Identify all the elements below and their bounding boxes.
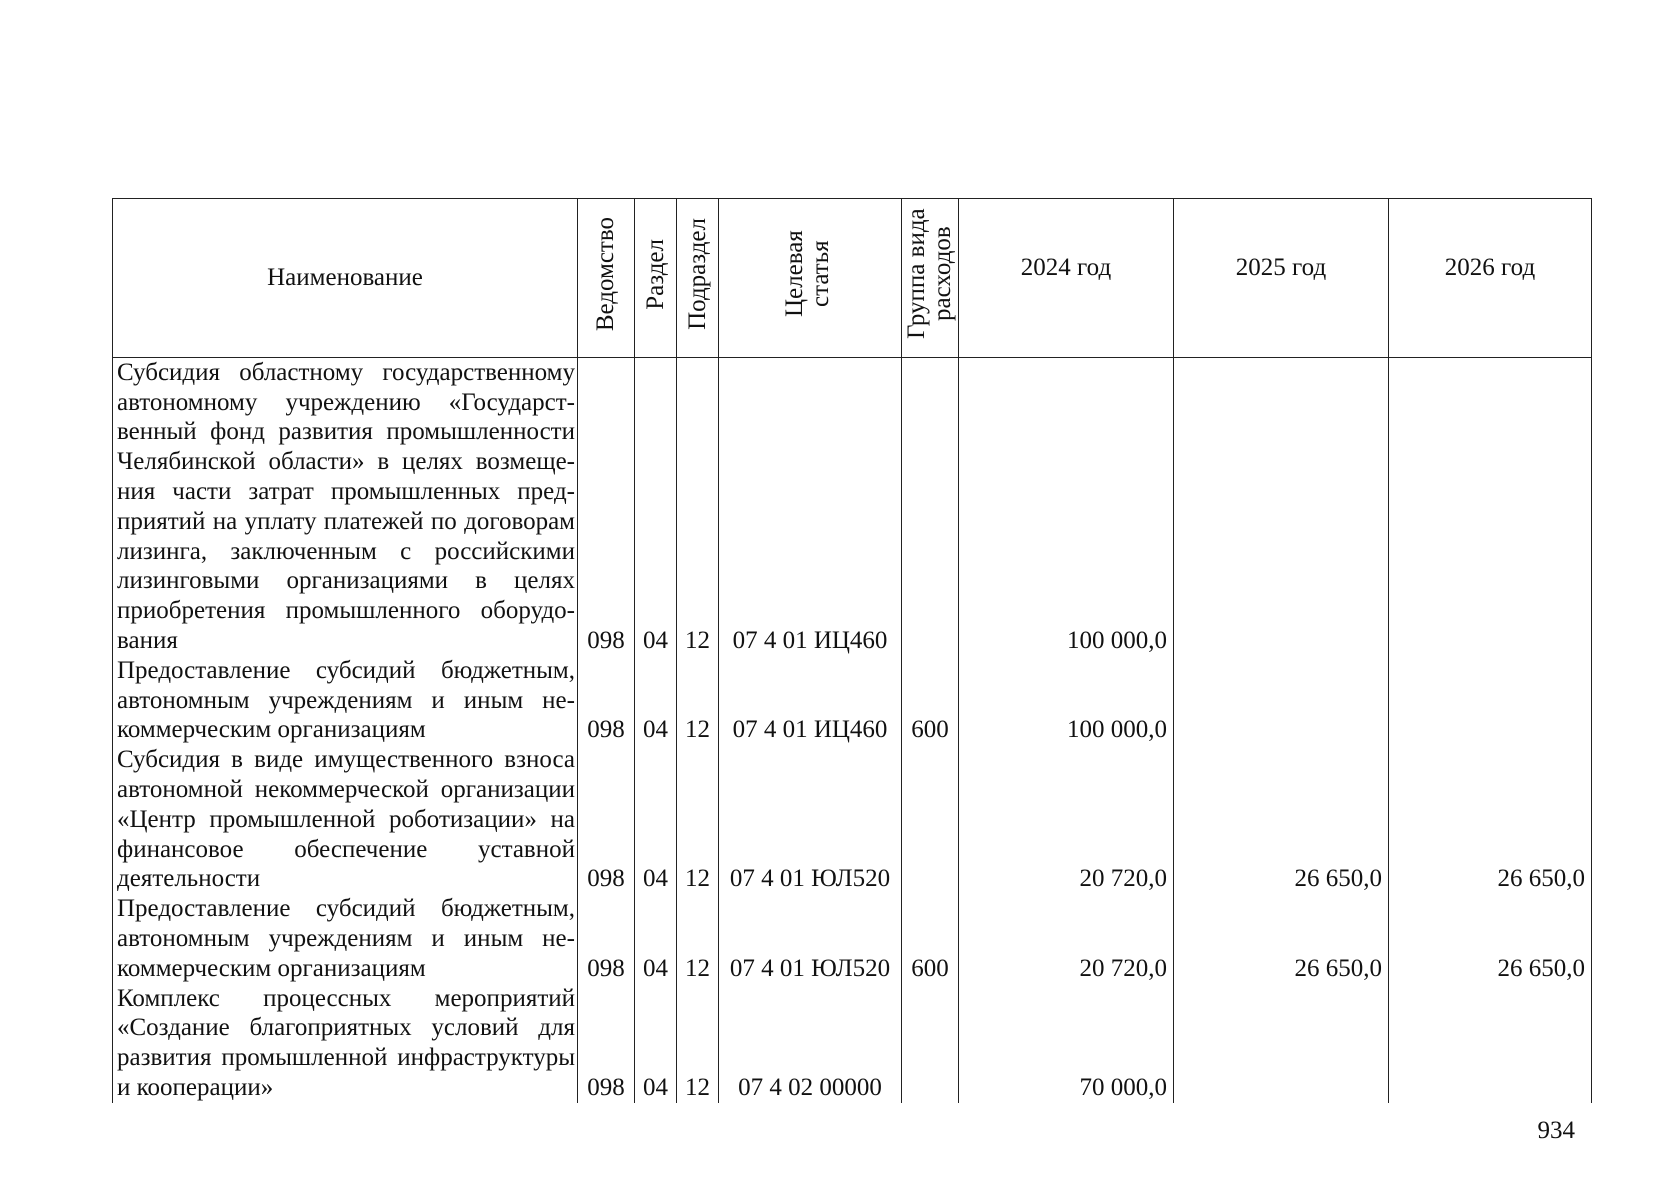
row-2025 [1174, 357, 1389, 655]
row-2025 [1174, 656, 1389, 745]
row-section: 04 [635, 894, 677, 983]
header-department: Ведомство [578, 199, 635, 358]
row-2025: 26 650,0 [1174, 894, 1389, 983]
row-2026: 26 650,0 [1389, 745, 1592, 894]
row-2026 [1389, 984, 1592, 1103]
row-expense-group [902, 357, 959, 655]
row-section: 04 [635, 745, 677, 894]
row-name: Субсидия в виде имущественного взноса автономной некоммерческой организации «Центр промышленной роботизации» на финансовое обеспечение уставной деятельности [113, 745, 578, 894]
header-2024: 2024 год [959, 199, 1174, 358]
budget-table [112, 198, 1592, 1103]
header-2025: 2025 год [1174, 199, 1389, 358]
row-section: 04 [635, 656, 677, 745]
row-expense-group: 600 [902, 656, 959, 745]
row-department: 098 [578, 984, 635, 1103]
row-name: Предоставление субсидий бюджетным, автономным учреждениям и иным некоммерческим организациям [113, 894, 578, 983]
header-target-article: Целевая статья [719, 199, 902, 358]
row-target-article: 07 4 01 ЮЛ520 [719, 745, 902, 894]
header-expense-group: Группа вида расходов [902, 199, 959, 358]
row-expense-group: 600 [902, 894, 959, 983]
row-department: 098 [578, 894, 635, 983]
table-row [113, 894, 1592, 983]
row-2026 [1389, 656, 1592, 745]
header-name: Наименование [113, 199, 578, 358]
row-2024: 20 720,0 [959, 745, 1174, 894]
row-2025: 26 650,0 [1174, 745, 1389, 894]
row-name: Предоставление субсидий бюджетным, автономным учреждениям и иным некоммерческим организациям [113, 656, 578, 745]
row-target-article: 07 4 01 ИЦ460 [719, 357, 902, 655]
header-subsection: Подраздел [677, 199, 719, 358]
row-2024: 70 000,0 [959, 984, 1174, 1103]
header-2026: 2026 год [1389, 199, 1592, 358]
row-department: 098 [578, 745, 635, 894]
row-2024: 20 720,0 [959, 894, 1174, 983]
row-subsection: 12 [677, 894, 719, 983]
row-subsection: 12 [677, 656, 719, 745]
table-row [113, 745, 1592, 894]
row-2026: 26 650,0 [1389, 894, 1592, 983]
header-row [113, 199, 1592, 358]
row-target-article: 07 4 01 ЮЛ520 [719, 894, 902, 983]
page-number: 934 [1537, 1117, 1575, 1144]
row-expense-group [902, 984, 959, 1103]
row-2026 [1389, 357, 1592, 655]
table-row [113, 984, 1592, 1103]
table-row [113, 357, 1592, 655]
row-name: Комплекс процессных мероприятий «Создание благоприятных условий для развития промышленной инфраструктуры и кооперации» [113, 984, 578, 1103]
row-target-article: 07 4 02 00000 [719, 984, 902, 1103]
row-name: Субсидия областному государственному автономному учреждению «Государственный фонд развития промышленности Челябинской области» в целях возмещения части затрат промышленных предприятий на уплату платежей по договорам лизинга, заключенным с российскими лизинговыми организациями в целях приобретения промышленного оборудования [113, 357, 578, 655]
row-section: 04 [635, 357, 677, 655]
row-section: 04 [635, 984, 677, 1103]
row-department: 098 [578, 656, 635, 745]
table-row [113, 656, 1592, 745]
row-subsection: 12 [677, 745, 719, 894]
row-expense-group [902, 745, 959, 894]
row-subsection: 12 [677, 984, 719, 1103]
row-department: 098 [578, 357, 635, 655]
row-2024: 100 000,0 [959, 656, 1174, 745]
row-2024: 100 000,0 [959, 357, 1174, 655]
row-subsection: 12 [677, 357, 719, 655]
header-section: Раздел [635, 199, 677, 358]
row-target-article: 07 4 01 ИЦ460 [719, 656, 902, 745]
row-2025 [1174, 984, 1389, 1103]
